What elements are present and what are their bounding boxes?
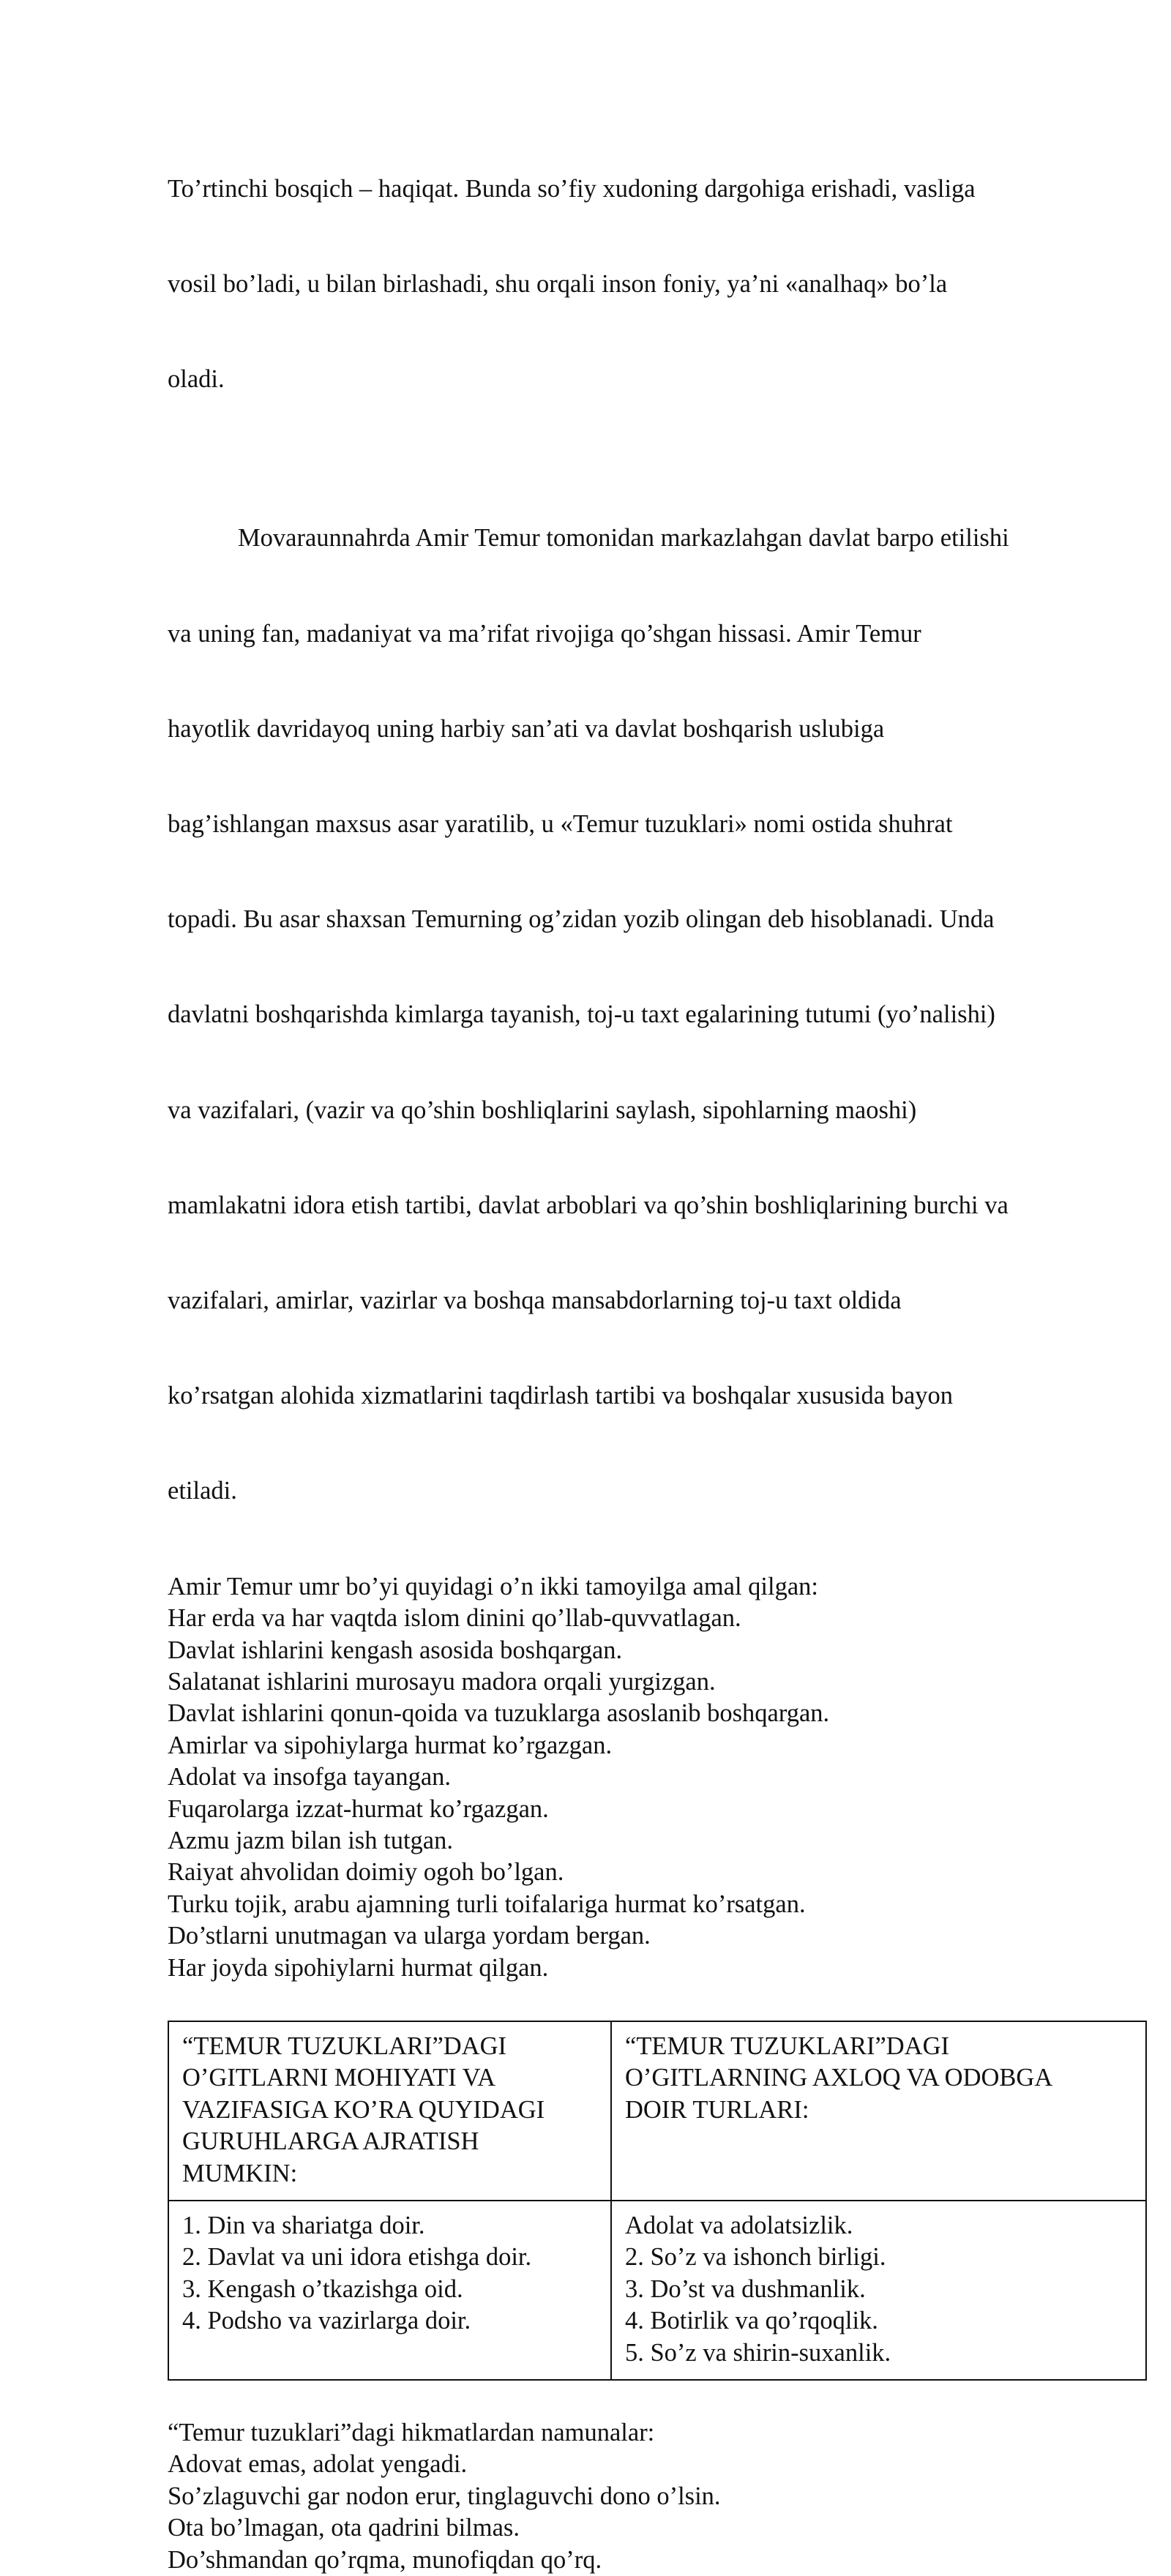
text-line: oladi. [168, 365, 225, 394]
samples-section [168, 2417, 1148, 2576]
list-item: Do’shmandan qo’rqma, munofiqdan qo’rq. [168, 2545, 602, 2574]
table-header-left [168, 2021, 611, 2201]
principles-list [168, 1603, 1148, 1984]
tuzuklar-table [168, 2021, 1147, 2381]
text-line: va vazifalari, (vazir va qo’shin boshliqlarini saylash, sipohlarning maoshi) [168, 1096, 917, 1124]
intro-paragraph [168, 110, 1148, 459]
list-item: Salatanat ishlarini murosayu madora orqali yurgizgan. [168, 1667, 716, 1696]
tuzuklar-table-wrapper [168, 2021, 1145, 2381]
table-item: 2. Davlat va uni idora etishga doir. [182, 2243, 532, 2272]
text-line: Movaraunnahrda Amir Temur tomonidan markazlahgan davlat barpo etilishi [238, 524, 1009, 553]
header-line: O’GITLARNI MOHIYATI VA [182, 2064, 496, 2092]
text-line: va uning fan, madaniyat va ma’rifat rivojiga qo’shgan hissasi. Amir Temur [168, 619, 921, 648]
list-item: Adolat va insofga tayangan. [168, 1763, 452, 1791]
list-item: Davlat ishlarini kengash asosida boshqargan. [168, 1636, 623, 1664]
text-line: vazifalari, amirlar, vazirlar va boshqa mansabdorlarning toj-u taxt oldida [168, 1287, 902, 1315]
table-header-row [168, 2021, 1146, 2201]
list-item: Do’stlarni unutmagan va ularga yordam bergan. [168, 1922, 651, 1950]
header-line: DOIR TURLARI: [625, 2095, 809, 2124]
list-item: Adovat emas, adolat yengadi. [168, 2450, 468, 2479]
table-item: Adolat va adolatsizlik. [625, 2212, 853, 2239]
list-item: So’zlaguvchi gar nodon erur, tinglaguvchi dono o’lsin. [168, 2482, 721, 2510]
header-line: MUMKIN: [182, 2159, 298, 2187]
table-row [168, 2201, 1146, 2380]
list-item: Ota bo’lmagan, ota qadrini bilmas. [168, 2514, 520, 2542]
table-item: 2. So’z va ishonch birligi. [625, 2243, 886, 2272]
header-line: O’GITLARNING AXLOQ VA ODOBGA [625, 2064, 1053, 2092]
header-line: “TEMUR TUZUKLARI”DAGI [625, 2032, 949, 2060]
text-line: topadi. Bu asar shaxsan Temurning og’zidan yozib olingan deb hisoblanadi. Unda [168, 905, 995, 934]
table-item: 3. Kengash o’tkazishga oid. [182, 2274, 463, 2303]
table-item: 4. Podsho va vazirlarga doir. [182, 2307, 471, 2335]
list-item: Fuqarolarga izzat-hurmat ko’rgazgan. [168, 1794, 549, 1823]
list-item: Turku tojik, arabu ajamning turli toifalariga hurmat ko’rsatgan. [168, 1890, 806, 1918]
text-line: vosil bo’ladi, u bilan birlashadi, shu orqali inson foniy, ya’ni «analhaq» bo’la [168, 270, 948, 299]
table-item: 5. So’z va shirin-suxanlik. [625, 2338, 891, 2367]
text-line: mamlakatni idora etish tartibi, davlat arboblari va qo’shin boshliqlarining burchi va [168, 1191, 1009, 1219]
text-line: etiladi. [168, 1477, 237, 1505]
text-line: bag’ishlangan maxsus asar yaratilib, u «Temur tuzuklari» nomi ostida shuhrat [168, 809, 953, 838]
list-item: Har joyda sipohiylarni hurmat qilgan. [168, 1953, 549, 1982]
principles-intro: Amir Temur umr bo’yi quyidagi o’n ikki tamoyilga amal qilgan: [168, 1572, 818, 1600]
samples-intro: “Temur tuzuklari”dagi hikmatlardan namunalar: [168, 2419, 655, 2447]
header-line: “TEMUR TUZUKLARI”DAGI [182, 2032, 506, 2060]
header-line: VAZIFASIGA KO’RA QUYIDAGI [182, 2095, 545, 2124]
table-item: 1. Din va shariatga doir. [182, 2212, 425, 2239]
table-item: 4. Botirlik va qo’rqoqlik. [625, 2307, 878, 2335]
document-page [168, 110, 1148, 2576]
list-item: Har erda va har vaqtda islom dinini qo’llab-quvvatlagan. [168, 1604, 741, 1633]
list-item: Azmu jazm bilan ish tutgan. [168, 1826, 453, 1854]
text-line: ko’rsatgan alohida xizmatlarini taqdirlash tartibi va boshqalar xususida bayon [168, 1382, 954, 1410]
main-paragraph [168, 459, 1148, 1570]
header-line: GURUHLARGA AJRATISH [182, 2127, 479, 2156]
list-item: Amirlar va sipohiylarga hurmat ko’rgazgan. [168, 1731, 613, 1759]
table-cell-right [611, 2201, 1146, 2380]
text-line: To’rtinchi bosqich – haqiqat. Bunda so’fiy xudoning dargohiga erishadi, vasliga [168, 174, 976, 203]
list-item: Raiyat ahvolidan doimiy ogoh bo’lgan. [168, 1858, 564, 1887]
list-item: Davlat ishlarini qonun-qoida va tuzuklarga asoslanib boshqargan. [168, 1699, 830, 1728]
table-header-right [611, 2021, 1146, 2201]
text-line: hayotlik davridayoq uning harbiy san’ati va davlat boshqarish uslubiga [168, 714, 885, 743]
table-cell-left [168, 2201, 611, 2380]
text-line: davlatni boshqarishda kimlarga tayanish, toj-u taxt egalarining tutumi (yo’nalishi) [168, 1000, 995, 1029]
table-item: 3. Do’st va dushmanlik. [625, 2274, 866, 2303]
